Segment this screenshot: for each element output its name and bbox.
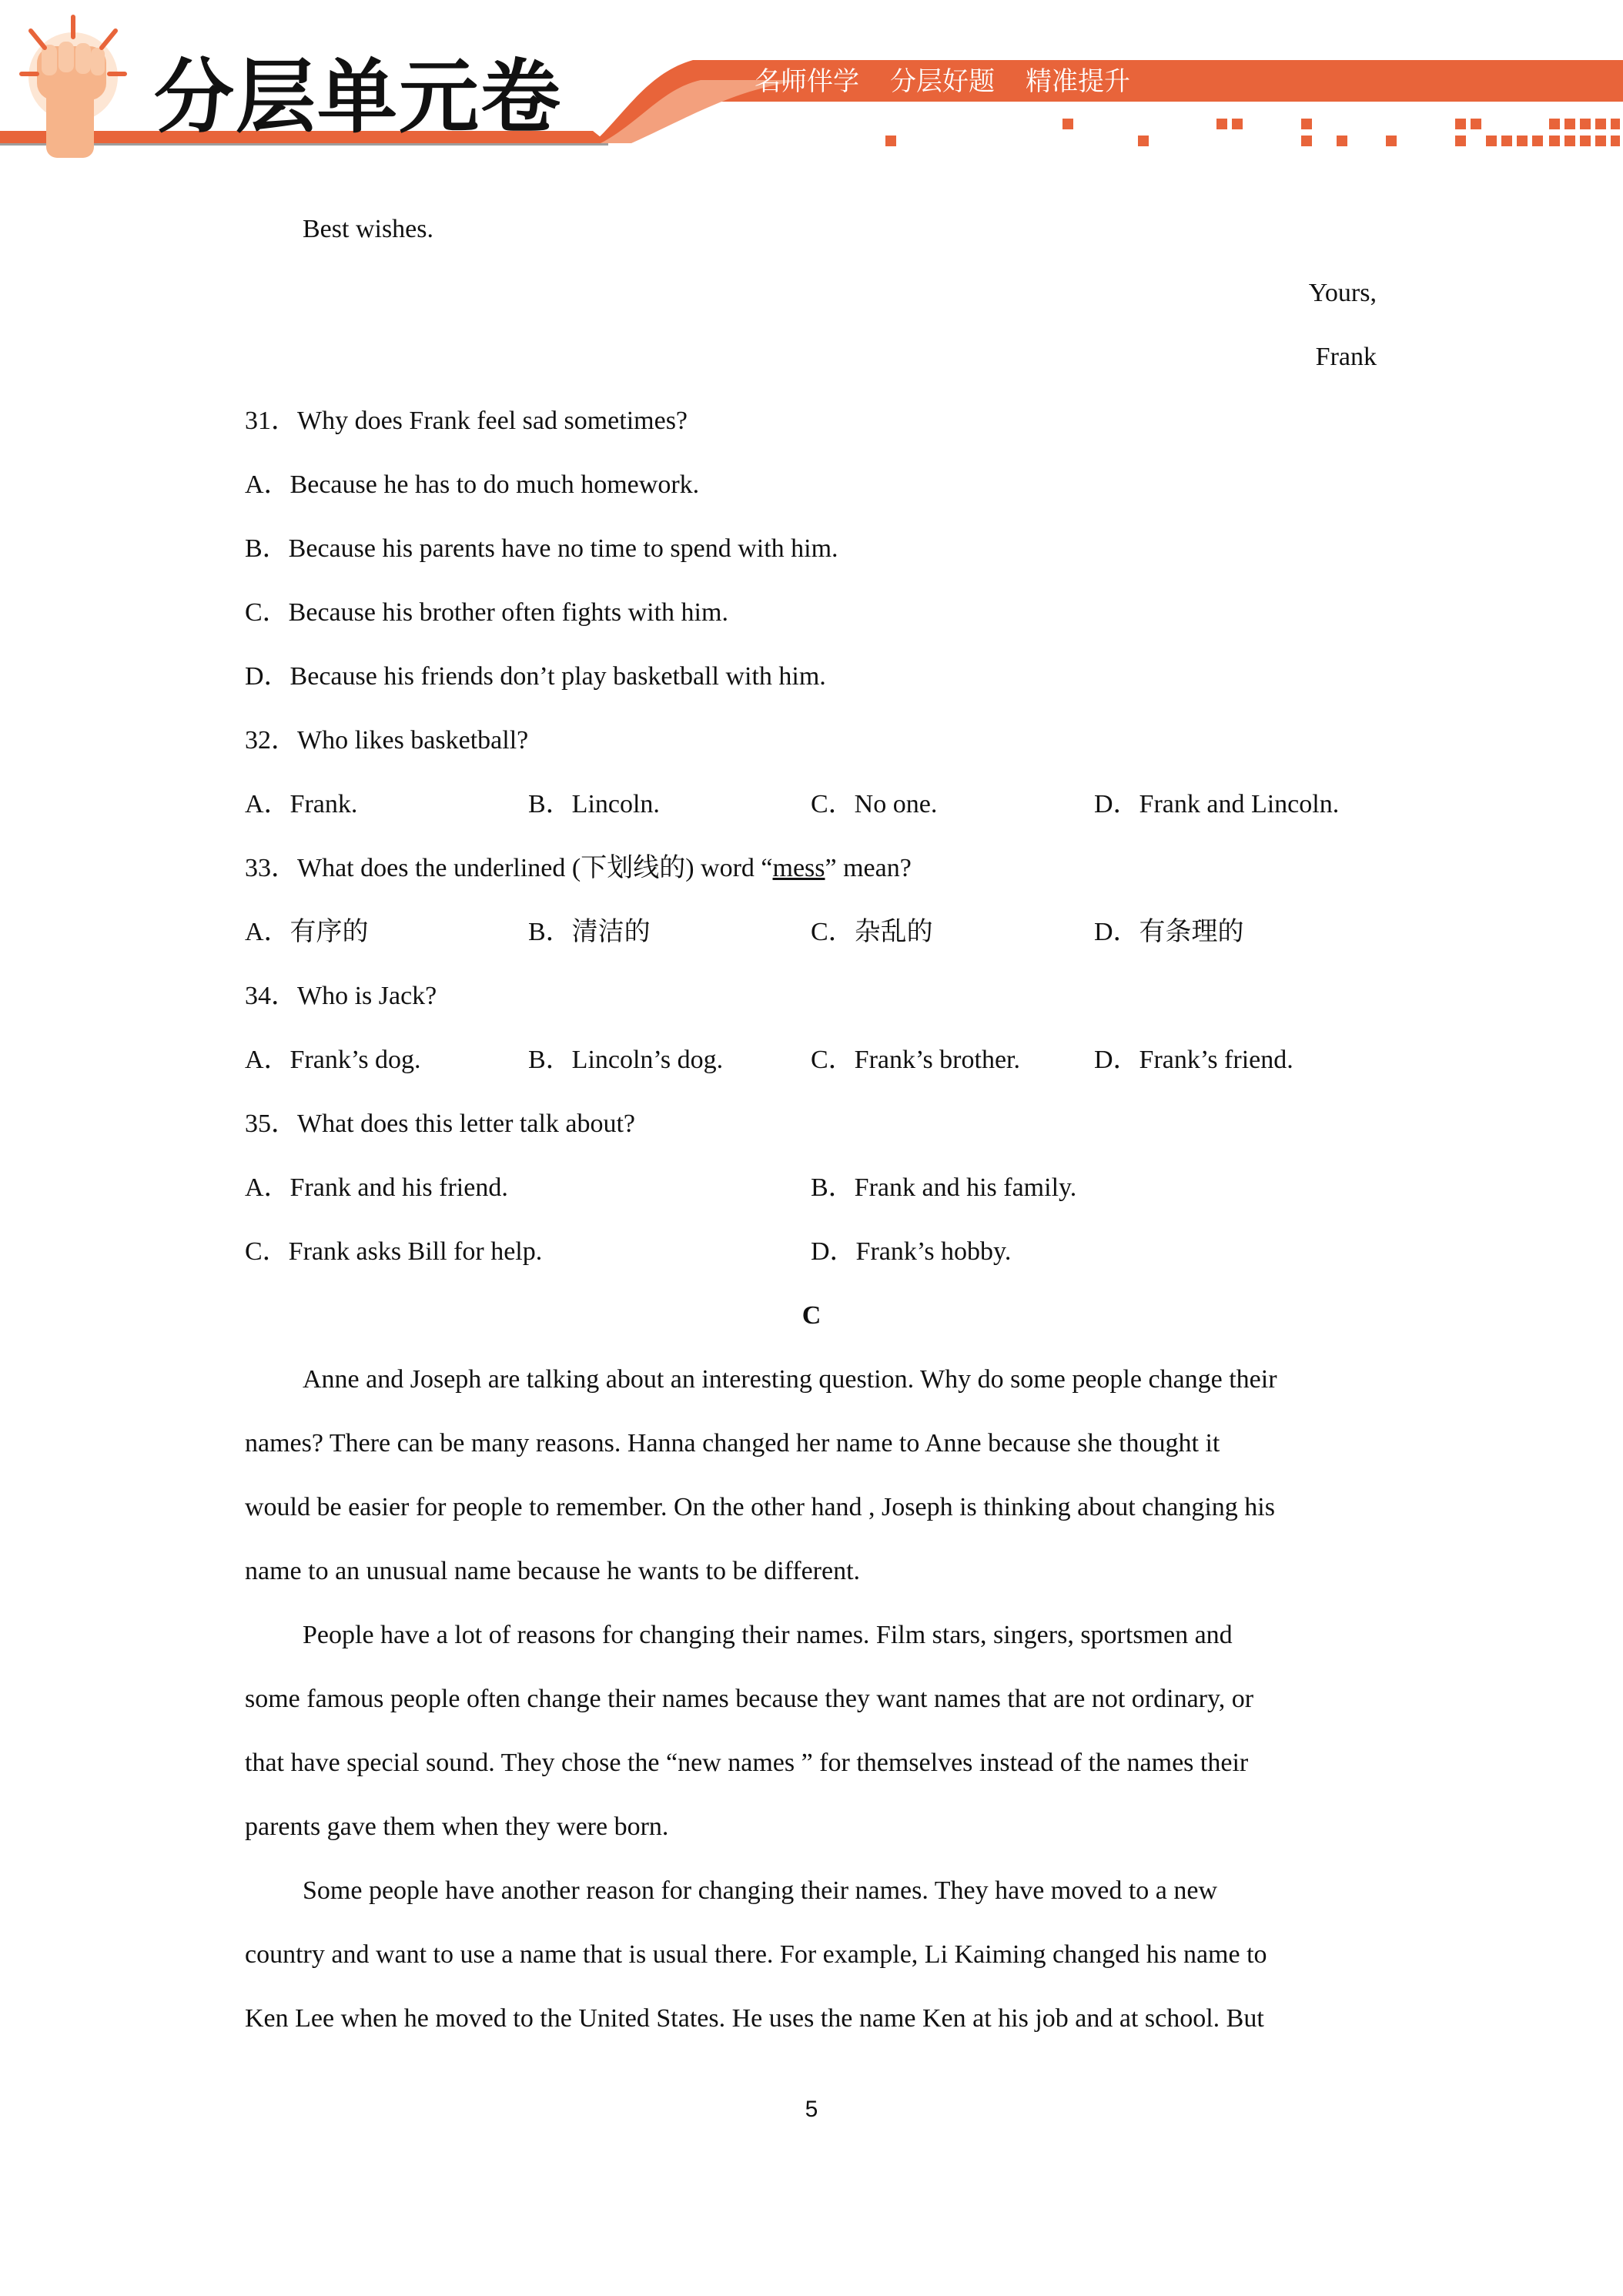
underlined-word: mess [772, 854, 825, 882]
letter-signature: Frank [1315, 343, 1377, 371]
passage-line: that have special sound. They chose the “new names ” for themselves instead of the names their [245, 1749, 1249, 1777]
answer-option: D．Because his friends don’t play basketball with him. [245, 662, 826, 691]
passage-line: name to an unusual name because he wants to be different. [245, 1557, 861, 1585]
answer-option: D．Frank’s hobby. [811, 1237, 1012, 1266]
answer-option: C．Frank’s brother. [811, 1046, 1020, 1074]
answer-option: A．有序的 [245, 918, 369, 946]
question-stem: 32．Who likes basketball? [245, 726, 529, 755]
answer-option: B．Lincoln’s dog. [528, 1046, 724, 1074]
letter-closing: Best wishes. [303, 215, 433, 243]
dot-pattern-icon [885, 119, 1620, 146]
slogan-item: 名师伴学 [755, 65, 859, 97]
stem-text: ” mean? [825, 854, 912, 882]
answer-option: C．杂乱的 [811, 918, 933, 946]
question-stem: 35．What does this letter talk about? [245, 1110, 636, 1138]
answer-option: B．Because his parents have no time to spend with him. [245, 534, 838, 563]
page-number: 5 [805, 2097, 818, 2122]
section-heading: C [801, 1301, 822, 1330]
stem-text: 33．What does the underlined (下划线的) word “ [245, 854, 773, 882]
answer-option: D．有条理的 [1094, 918, 1244, 946]
passage-line: some famous people often change their names because they want names that are not ordinary, or [245, 1685, 1254, 1713]
letter-sign-off: Yours, [1308, 279, 1377, 307]
answer-option: C．Frank asks Bill for help. [245, 1237, 543, 1266]
answer-option: C．Because his brother often fights with him. [245, 598, 728, 627]
slogan-item: 分层好题 [890, 65, 995, 97]
answer-option: D．Frank’s friend. [1094, 1046, 1293, 1074]
answer-option: D．Frank and Lincoln. [1094, 790, 1340, 818]
answer-option: A．Frank’s dog. [245, 1046, 421, 1074]
header-slogan [755, 59, 1161, 99]
answer-option: B．Lincoln. [528, 790, 660, 818]
answer-option: A．Frank and his friend. [245, 1173, 508, 1202]
passage-line: Some people have another reason for changing their names. They have moved to a new [303, 1876, 1218, 1905]
question-stem [245, 853, 912, 884]
passage-line: names? There can be many reasons. Hanna changed her name to Anne because she thought it [245, 1429, 1220, 1458]
question-stem: 34．Who is Jack? [245, 982, 437, 1010]
question-stem: 31．Why does Frank feel sad sometimes? [245, 407, 688, 435]
slogan-item: 精准提升 [1026, 65, 1130, 97]
answer-option: A．Because he has to do much homework. [245, 470, 700, 499]
passage-line: parents gave them when they were born. [245, 1812, 669, 1841]
answer-option: B．清洁的 [528, 918, 651, 946]
answer-option: B．Frank and his family. [811, 1173, 1077, 1202]
page-header [0, 0, 1623, 177]
brand-title: 分层单元卷 [154, 50, 563, 144]
answer-option: C．No one. [811, 790, 938, 818]
passage-line: People have a lot of reasons for changing their names. Film stars, singers, sportsmen and [303, 1621, 1233, 1649]
passage-line: would be easier for people to remember. On the other hand , Joseph is thinking about changing his [245, 1493, 1275, 1521]
passage-line: country and want to use a name that is usual there. For example, Li Kaiming changed his name to [245, 1940, 1267, 1969]
answer-option: A．Frank. [245, 790, 358, 818]
passage-line: Anne and Joseph are talking about an interesting question. Why do some people change their [303, 1365, 1277, 1394]
passage-line: Ken Lee when he moved to the United States. He uses the name Ken at his job and at school. But [245, 2004, 1264, 2033]
